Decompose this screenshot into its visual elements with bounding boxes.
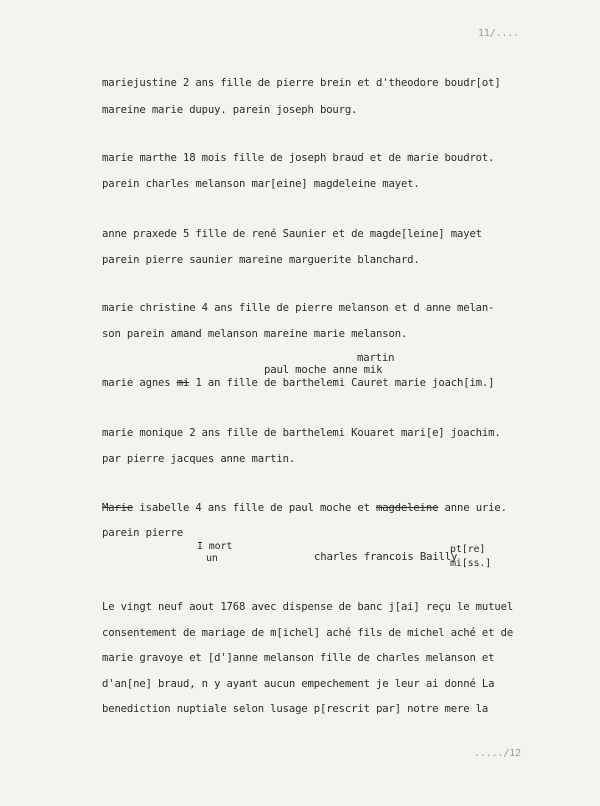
entry-1-line-2: mareine marie dupuy. parein joseph bourg. bbox=[102, 104, 358, 116]
marriage-line-2: consentement de mariage de m[ichel] aché fils de michel aché et de bbox=[102, 627, 514, 639]
signature-bailly: charles francois Bailly bbox=[314, 551, 458, 563]
entry-5-text-b: 1 an fille de barthelemi Cauret marie joach[im.] bbox=[189, 377, 495, 389]
entry-5-text-a: marie agnes bbox=[102, 377, 177, 389]
marriage-line-1: Le vingt neuf aout 1768 avec dispense de banc j[ai] reçu le mutuel bbox=[102, 601, 514, 613]
marriage-line-4: d'an[ne] braud, n y ayant aucun empechement je leur ai donné La bbox=[102, 678, 495, 690]
note-missionnaire: mi[ss.] bbox=[450, 558, 492, 569]
note-pretre: pt[re] bbox=[450, 544, 486, 555]
interlinear-martin: martin bbox=[357, 352, 395, 364]
entry-3-line-1: anne praxede 5 fille de rené Saunier et de magde[leine] mayet bbox=[102, 228, 482, 240]
entry-6-line-2: par pierre jacques anne martin. bbox=[102, 453, 296, 465]
interlinear-paul-moche: paul moche anne mik bbox=[264, 364, 383, 376]
entry-7-struck-1: Marie bbox=[102, 502, 134, 514]
note-i-mort: I mort bbox=[197, 541, 233, 552]
entry-7-text-b: anne urie. bbox=[438, 502, 507, 514]
entry-2-line-2: parein charles melanson mar[eine] magdeleine mayet. bbox=[102, 178, 420, 190]
marriage-line-3: marie gravoye et [d']anne melanson fille de charles melanson et bbox=[102, 652, 495, 664]
entry-2-line-1: marie marthe 18 mois fille de joseph braud et de marie boudrot. bbox=[102, 152, 495, 164]
entry-7-text-a: isabelle 4 ans fille de paul moche et bbox=[133, 502, 377, 514]
entry-7-line-2: parein pierre bbox=[102, 527, 183, 539]
entry-1-line-1: mariejustine 2 ans fille de pierre brein et d'theodore boudr[ot] bbox=[102, 77, 501, 89]
entry-5-line bbox=[102, 377, 494, 389]
entry-4-line-2: son parein amand melanson mareine marie melanson. bbox=[102, 328, 408, 340]
entry-4-line-1: marie christine 4 ans fille de pierre melanson et d anne melan- bbox=[102, 302, 495, 314]
entry-3-line-2: parein pierre saunier mareine marguerite blanchard. bbox=[102, 254, 420, 266]
continuation-marker: ...../12 bbox=[474, 748, 521, 759]
entry-6-line-1: marie monique 2 ans fille de barthelemi Kouaret mari[e] joachim. bbox=[102, 427, 501, 439]
entry-7-line-1 bbox=[102, 502, 507, 514]
marriage-line-5: benediction nuptiale selon lusage p[rescrit par] notre mere la bbox=[102, 703, 489, 715]
entry-5-struck: mi bbox=[176, 377, 190, 389]
entry-7-struck-2: magdeleine bbox=[376, 502, 439, 514]
page-number: 11/.... bbox=[478, 28, 520, 39]
note-un: un bbox=[206, 553, 218, 564]
